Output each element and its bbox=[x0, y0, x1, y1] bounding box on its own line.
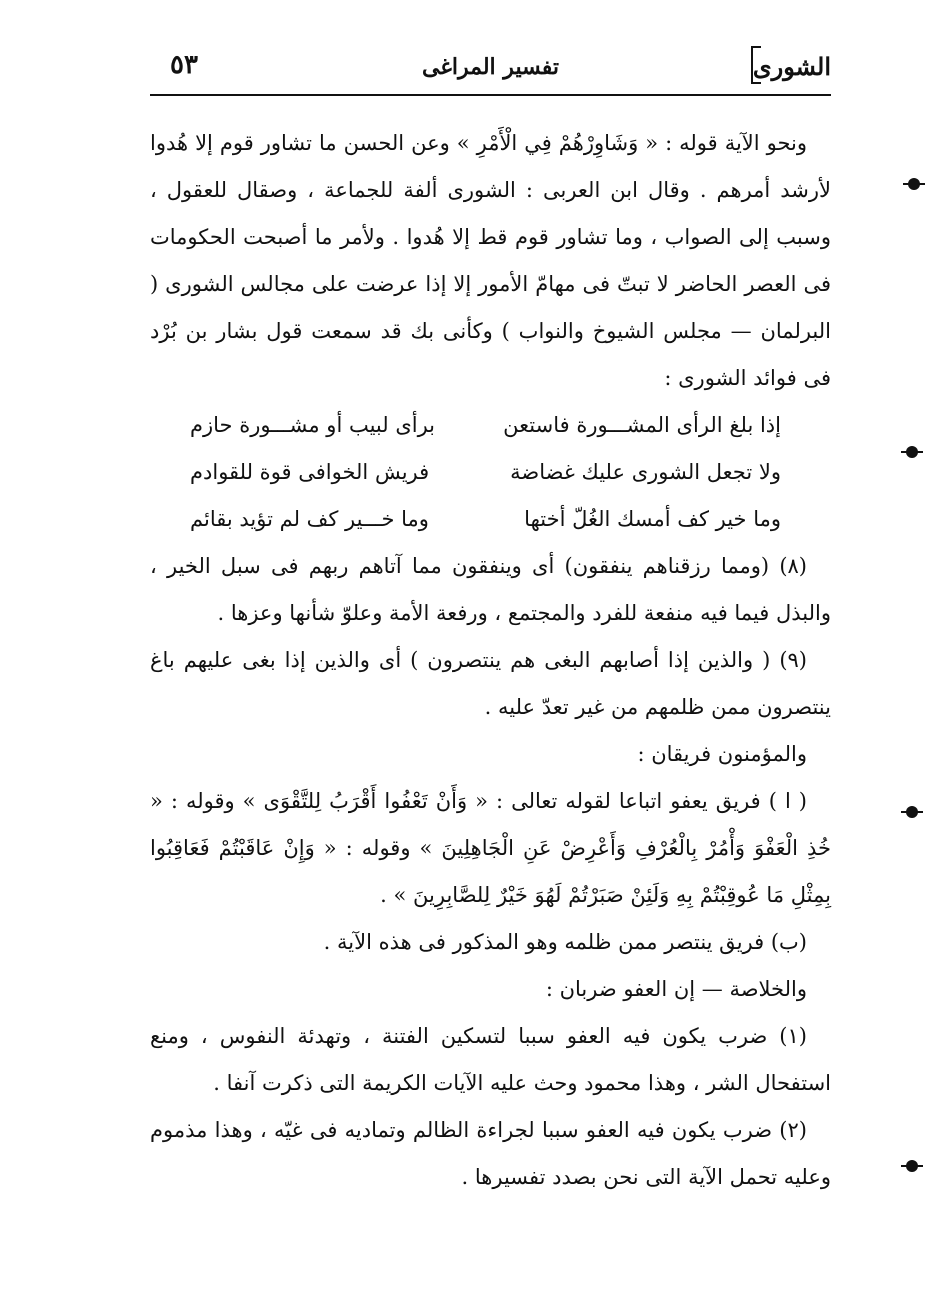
margin-dot-icon bbox=[906, 806, 918, 818]
margin-dot-icon bbox=[906, 1160, 918, 1172]
margin-dot-icon bbox=[906, 446, 918, 458]
verse-2-first-half: ولا تجعل الشورى عليك غضاضة bbox=[510, 460, 781, 484]
paragraph-9: (٩) ( والذين إذا أصابهم البغى هم ينتصرون ) أى والذين إذا بغى عليهم باغ ينتصرون ممن ظلمهم من غير تعدّ عليه . bbox=[150, 648, 831, 719]
poem-verse-3 bbox=[150, 496, 831, 543]
page-body bbox=[150, 120, 831, 1201]
margin-dot-icon bbox=[908, 178, 920, 190]
poem-verse-1 bbox=[150, 402, 831, 449]
verse-3-first-half: وما خير كف أمسك الغُلّ أختها bbox=[524, 507, 781, 531]
verse-1-second-half: برأى لبيب أو مشـــورة حازم bbox=[190, 413, 436, 437]
page-number: ٥٣ bbox=[170, 50, 198, 80]
paragraph-believers: والمؤمنون فريقان : bbox=[637, 742, 807, 766]
paragraph-group-a: ( ا ) فريق يعفو اتباعا لقوله تعالى : « وَأَنْ تَعْفُوا أَقْرَبُ لِلتَّقْوَى » وقوله : « خُذِ الْعَفْوَ وَأْمُرْ بِالْعُرْفِ وَأَعْرِضْ عَنِ الْجَاهِلِينَ » وقوله : « وَإِنْ عَاقَبْتُمْ فَعَاقِبُوا بِمِثْلِ مَا عُوقِبْتُمْ بِهِ وَلَئِنْ صَبَرْتُمْ لَهُوَ خَيْرٌ لِلصَّابِرِينَ » . bbox=[150, 789, 831, 907]
verse-3-second-half: وما خـــير كف لم تؤيد بقائم bbox=[190, 507, 429, 531]
paragraph-group-b: (ب) فريق ينتصر ممن ظلمه وهو المذكور فى هذه الآية . bbox=[323, 930, 807, 954]
paragraph-type-2: (٢) ضرب يكون فيه العفو سببا لجراءة الظالم وتماديه فى غيّه ، وهذا مذموم وعليه تحمل الآية التى نحن بصدد تفسيرها . bbox=[150, 1118, 831, 1189]
paragraph-summary: والخلاصة — إن العفو ضربان : bbox=[545, 977, 807, 1001]
chapter-title: الشورى bbox=[752, 52, 831, 81]
paragraph-8: (٨) (ومما رزقناهم ينفقون) أى وينفقون مما آتاهم ربهم فى سبل الخير ، والبذل فيما فيه منفعة للفرد والمجتمع ، ورفعة الأمة وعلوّ شأنها وعزها . bbox=[150, 554, 831, 625]
header-rule bbox=[150, 94, 831, 96]
verse-1-first-half: إذا بلغ الرأى المشـــورة فاستعن bbox=[503, 413, 781, 437]
poem-verse-2 bbox=[150, 449, 831, 496]
verse-2-second-half: فريش الخوافى قوة للقوادم bbox=[190, 460, 430, 484]
paragraph-type-1: (١) ضرب يكون فيه العفو سببا لتسكين الفتنة ، وتهدئة النفوس ، ومنع استفحال الشر ، وهذا محمود وحث عليه الآيات الكريمة التى ذكرت آنفا . bbox=[150, 1024, 831, 1095]
book-title: تفسير المراغى bbox=[422, 54, 559, 80]
paragraph-shura: ونحو الآية قوله : « وَشَاوِرْهُمْ فِي الْأَمْرِ » وعن الحسن ما تشاور قوم إلا هُدوا لأرشد أمرهم . وقال ابن العربى : الشورى ألفة للجماعة ، وصقال للعقول ، وسبب إلى الصواب ، وما تشاور قوم قط إلا هُدوا . ولأمر ما أصبحت الحكومات فى العصر الحاضر لا تبتّ فى مهامّ الأمور إلا إذا عرضت على مجالس الشورى ( البرلمان — مجلس الشيوخ والنواب ) وكأنى بك قد سمعت قول بشار بن بُرْد فى فوائد الشورى : bbox=[150, 131, 831, 390]
page-header bbox=[150, 48, 831, 88]
